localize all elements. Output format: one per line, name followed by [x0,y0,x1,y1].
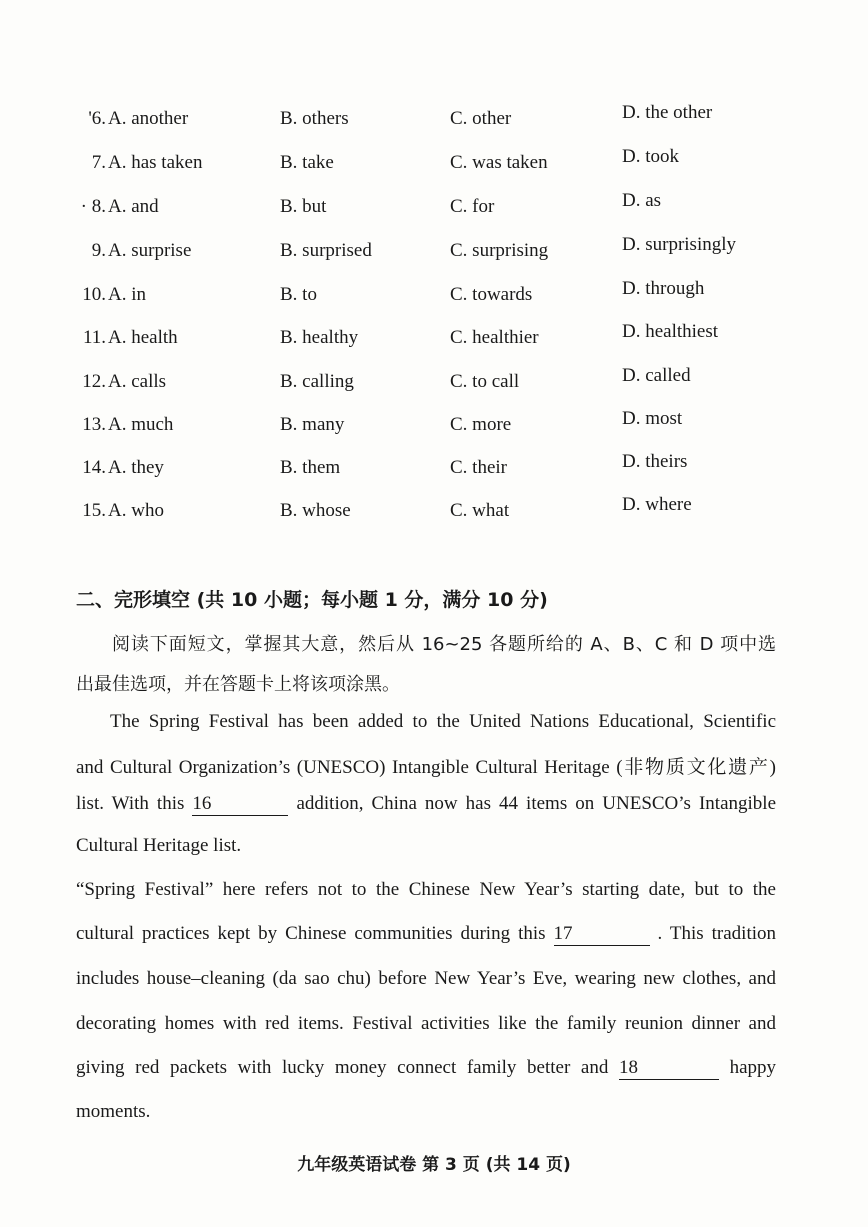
question-row [0,451,868,485]
option-b: B. but [280,196,327,217]
question-row [0,234,868,268]
option-a: A. who [108,500,164,521]
option-c: C. other [450,108,512,129]
option-b: B. whose [280,500,351,521]
passage-text: cultural practices kept by Chinese communities during this [76,923,546,944]
option-a: A. calls [108,371,167,392]
question-number: 15. [82,500,106,521]
option-b: B. surprised [280,240,372,261]
option-c: C. towards [450,284,533,305]
option-c: C. more [450,414,512,435]
passage-line [76,923,776,946]
option-c: C. was taken [450,152,548,173]
option-b: B. healthy [280,327,359,348]
question-row [0,190,868,224]
option-d: D. where [622,494,692,515]
question-row [0,278,868,312]
option-d: D. took [622,146,679,167]
passage-line: and Cultural Organization’s (UNESCO) Intangible Cultural Heritage (非物质文化遗产) [76,757,776,778]
option-c: C. surprising [450,240,549,261]
passage-line [76,1057,776,1080]
instruction-line: 出最佳选项，并在答题卡上将该项涂黑。 [76,674,400,695]
question-row [0,408,868,442]
option-c: C. to call [450,371,520,392]
option-d: D. theirs [622,451,688,472]
section-heading: 二、完形填空 (共 10 小题；每小题 1 分，满分 10 分) [76,589,548,611]
option-b: B. calling [280,371,354,392]
option-d: D. surprisingly [622,234,736,255]
question-row [0,321,868,355]
question-number: 9. [91,240,106,261]
option-b: B. others [280,108,349,129]
passage-line: Cultural Heritage list. [76,835,242,856]
question-row [0,102,868,136]
passage-line: “Spring Festival” here refers not to the Chinese New Year’s starting date, but to the [76,879,776,900]
passage-text: . This tradition [657,923,777,944]
passage-line: The Spring Festival has been added to the United Nations Educational, Scientific [110,711,776,732]
option-a: A. in [108,284,146,305]
passage-text: giving red packets with lucky money connect family better and [76,1057,609,1078]
passage-text: list. With this [76,793,185,814]
option-c: C. what [450,500,510,521]
question-row [0,494,868,528]
question-number: 13. [82,414,106,435]
question-number: 14. [82,457,106,478]
option-d: D. as [622,190,662,211]
blank-17: 17 [554,924,650,946]
option-b: B. to [280,284,317,305]
instruction-line: 阅读下面短文，掌握其大意，然后从 16~25 各题所给的 A、B、C 和 D 项中选 [112,634,776,655]
option-a: A. has taken [108,152,203,173]
option-a: A. health [108,327,178,348]
passage-line: includes house–cleaning (da sao chu) before New Year’s Eve, wearing new clothes, and [76,968,776,989]
question-number: '6. [88,108,106,129]
option-c: C. their [450,457,507,478]
option-d: D. called [622,365,691,386]
option-d: D. the other [622,102,713,123]
option-d: D. through [622,278,705,299]
option-d: D. most [622,408,683,429]
option-d: D. healthiest [622,321,719,342]
option-a: A. surprise [108,240,192,261]
blank-16: 16 [192,794,288,816]
option-b: B. them [280,457,341,478]
option-c: C. for [450,196,495,217]
question-number: 12. [82,371,106,392]
blank-18: 18 [619,1058,719,1080]
passage-text: happy [729,1057,776,1078]
option-a: A. they [108,457,164,478]
option-a: A. much [108,414,174,435]
passage-text: addition, China now has 44 items on UNESCO’s Intangible [296,793,777,814]
option-a: A. and [108,196,159,217]
question-number: 10. [82,284,106,305]
question-number: 11. [82,327,106,348]
question-row [0,365,868,399]
question-number: 7. [91,152,106,173]
option-b: B. take [280,152,334,173]
option-c: C. healthier [450,327,539,348]
question-row [0,146,868,180]
passage-line: decorating homes with red items. Festival activities like the family reunion dinner and [76,1013,776,1034]
page-footer: 九年级英语试卷 第 3 页 (共 14 页) [297,1155,571,1175]
question-number: · 8. [80,196,106,217]
option-a: A. another [108,108,189,129]
passage-line: moments. [76,1101,151,1122]
passage-line [76,793,776,816]
option-b: B. many [280,414,345,435]
